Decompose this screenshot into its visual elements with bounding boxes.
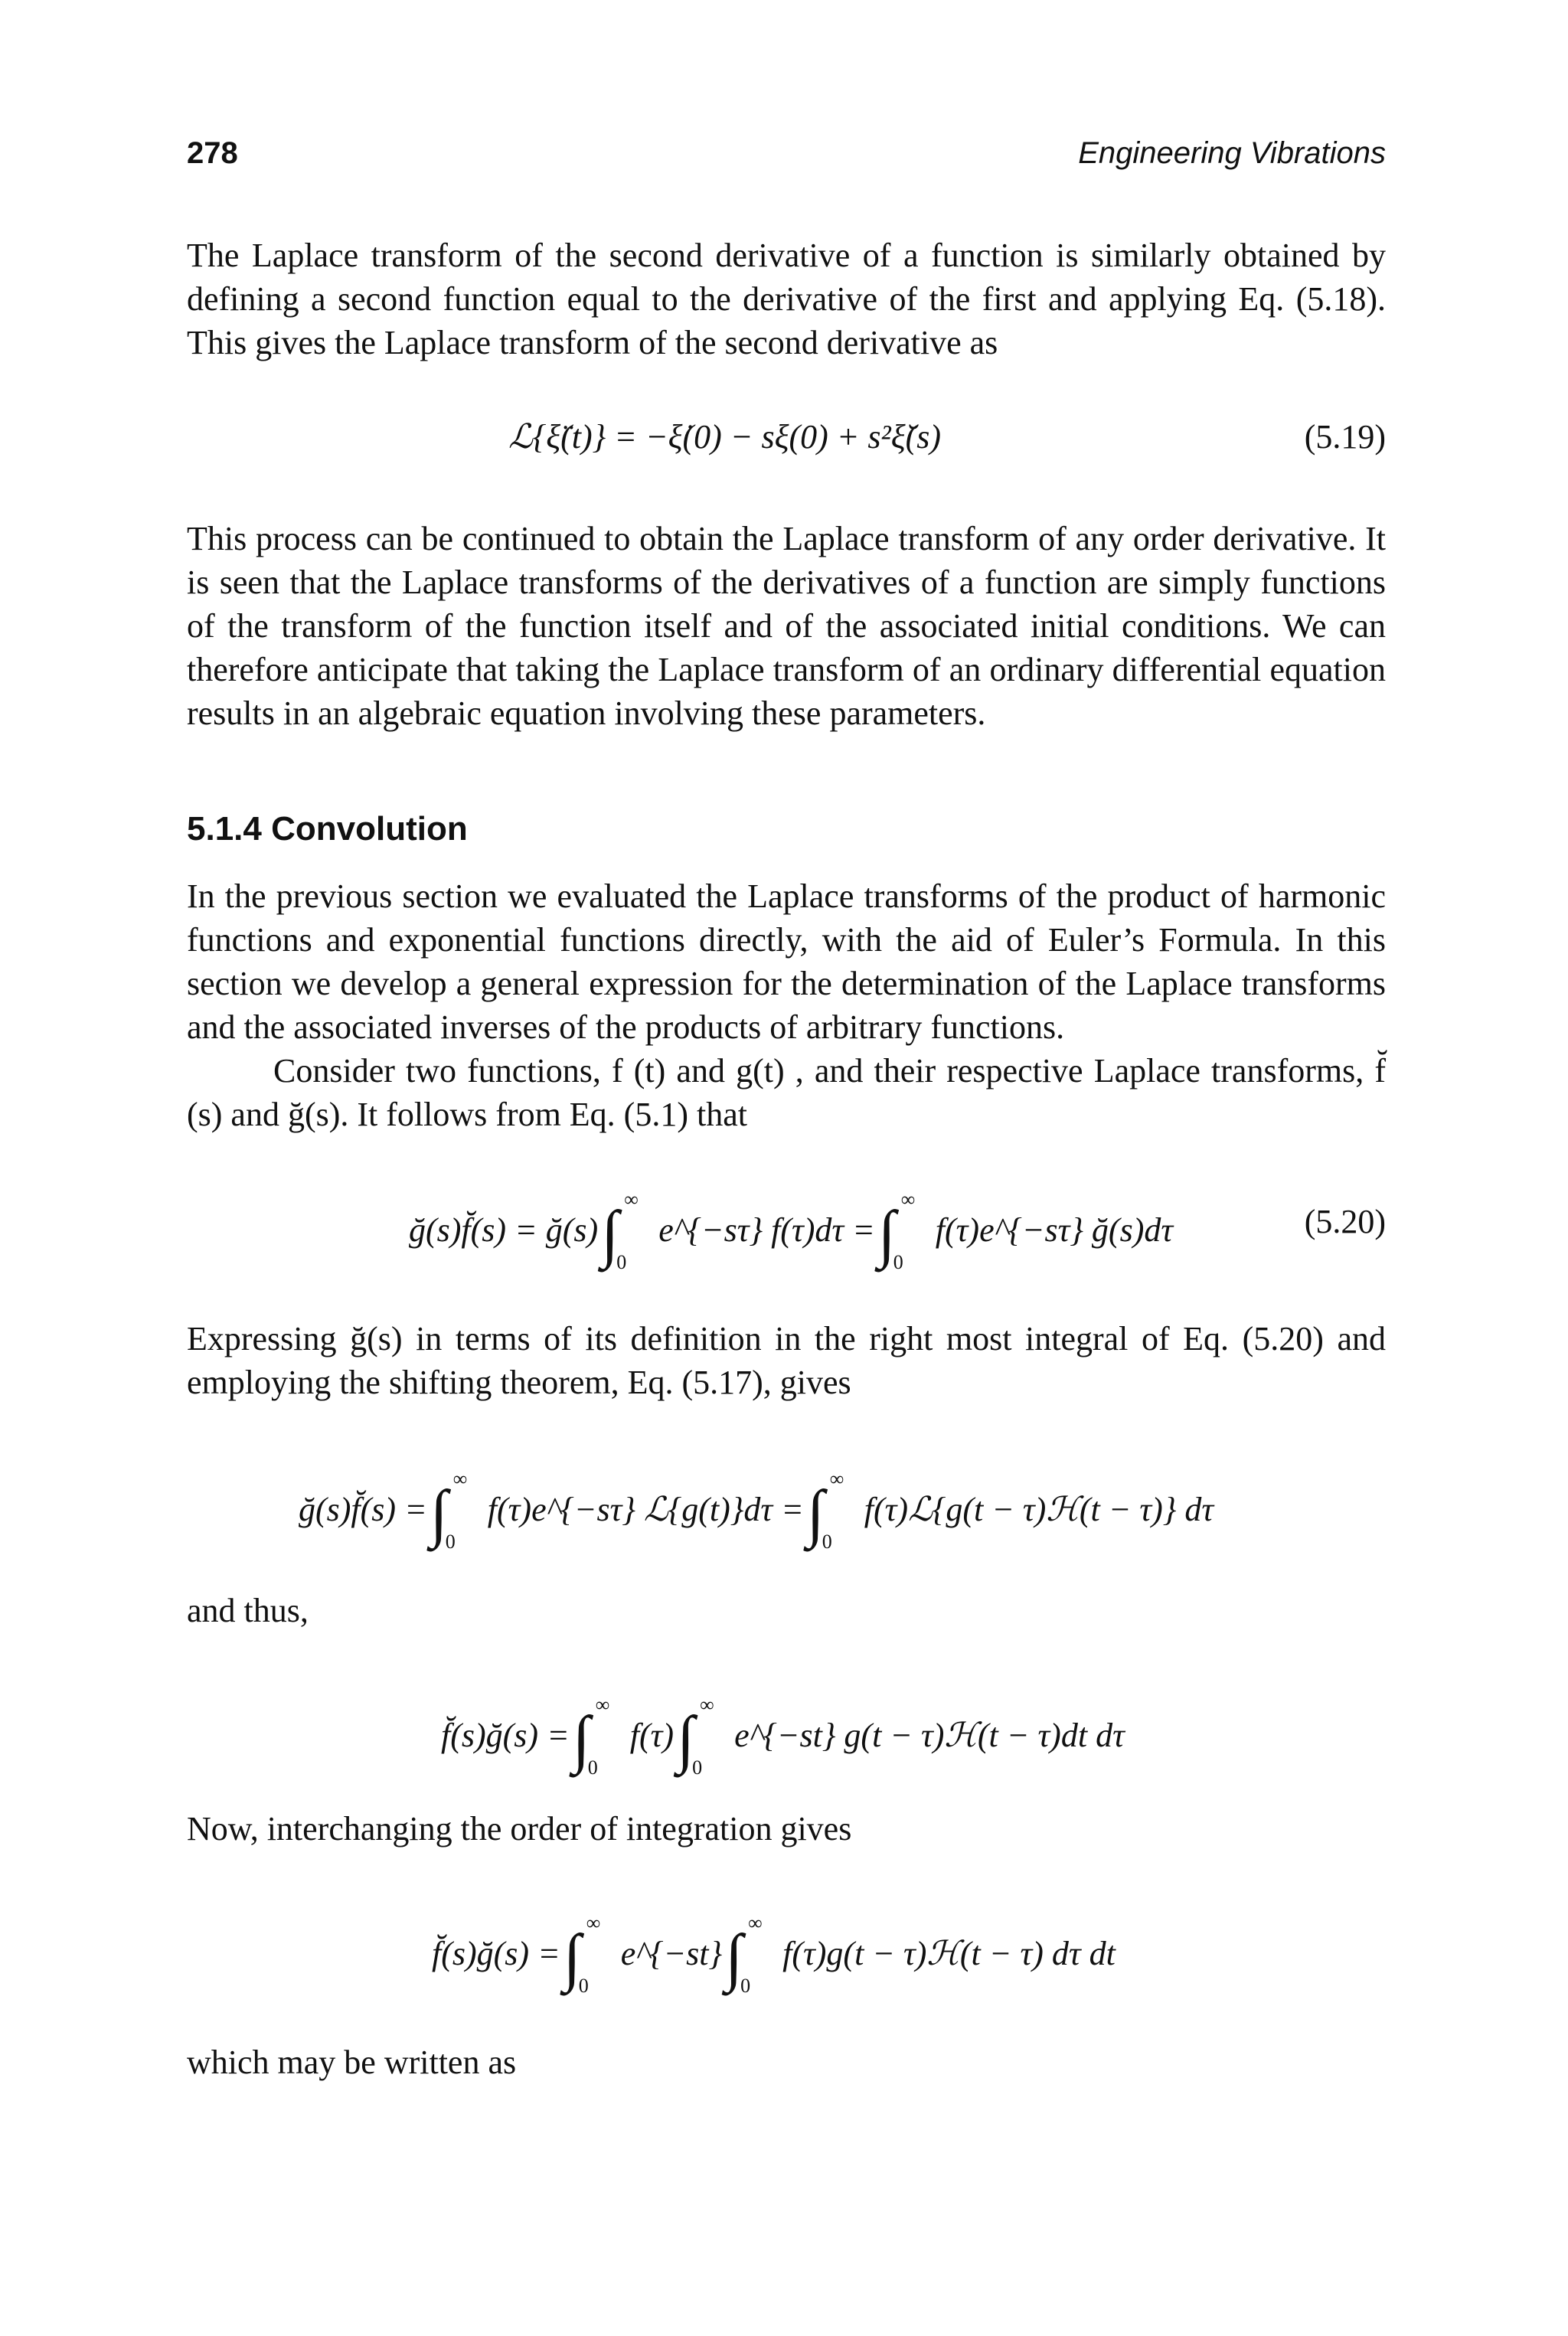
eq520-mid: e^{−sτ} f(τ)dτ =: [658, 1211, 875, 1249]
paragraph-higher-derivatives: This process can be continued to obtain the Laplace transform of any order derivative. It is seen that the Laplace transforms of the derivatives of a function are simply functions of the transform of the function itself and of the associated initial conditions. We can therefore anticipate that taking the Laplace transform of an ordinary differential equation results in an algebraic equation involving these parameters.: [187, 520, 1386, 732]
integral-sign: ∫ ∞ 0: [563, 1912, 601, 1997]
upper-limit: ∞: [900, 1188, 916, 1210]
upper-limit: ∞: [748, 1912, 763, 1934]
lower-limit: 0: [893, 1251, 903, 1273]
upper-limit: ∞: [624, 1188, 639, 1210]
lower-limit: 0: [445, 1531, 456, 1553]
eqB-mid: f(τ): [629, 1717, 675, 1754]
paragraph-and-thus: and thus,: [187, 1592, 309, 1629]
paragraph-written-as: which may be written as: [187, 2044, 517, 2081]
integral-sign: ∫ ∞ 0: [601, 1188, 639, 1273]
eqA-mid: f(τ)e^{−sτ} ℒ{g(t)}dτ =: [487, 1491, 804, 1528]
equation-double-integral: [187, 1677, 1386, 1779]
eqB-rhs: e^{−st} g(t − τ)ℋ(t − τ)dt dτ: [734, 1717, 1125, 1754]
eq520-lhs: ğ(s)f̆(s) = ğ(s): [409, 1211, 599, 1249]
equation-shifted: [187, 1451, 1386, 1553]
equation-number-5-19: (5.19): [1304, 418, 1386, 456]
equation-number-5-20: (5.20): [1304, 1203, 1386, 1240]
integral-sign: ∫ ∞ 0: [877, 1188, 916, 1273]
running-title: Engineering Vibrations: [1078, 136, 1386, 170]
page-number: 278: [187, 136, 238, 170]
upper-limit: ∞: [595, 1694, 610, 1716]
eqB-lhs: f̆(s)ğ(s) =: [441, 1717, 570, 1754]
upper-limit: ∞: [586, 1912, 601, 1934]
equation-5-20: [187, 1171, 1386, 1273]
equation-interchanged: [187, 1895, 1386, 1997]
eqA-lhs: ğ(s)f̆(s) =: [299, 1491, 427, 1528]
upper-limit: ∞: [700, 1694, 714, 1716]
paragraph-two-functions: Consider two functions, f (t) and g(t) , and their respective Laplace transforms, f̆ (s) and ğ(s). It follows from Eq. (5.1) that: [187, 1052, 1386, 1133]
paragraph-second-derivative: The Laplace transform of the second derivative of a function is similarly obtained by defining a second function equal to the derivative of the first and applying Eq. (5.18). This gives the Laplace transform of the second derivative as: [187, 237, 1386, 361]
paragraph-shifting-theorem: Expressing ğ(s) in terms of its definition in the right most integral of Eq. (5.20) and employing the shifting theorem, Eq. (5.17), gives: [187, 1320, 1386, 1401]
eq520-rhs: f(τ)e^{−sτ} ğ(s)dτ: [935, 1211, 1174, 1249]
eqC-lhs: f̆(s)ğ(s) =: [432, 1935, 560, 1972]
equation-5-20-body: [409, 1188, 1174, 1273]
eqA-rhs: f(τ)ℒ{g(t − τ)ℋ(t − τ)} dτ: [864, 1491, 1214, 1528]
upper-limit: ∞: [452, 1468, 468, 1490]
equation-shifted-body: [299, 1468, 1214, 1553]
equation-5-19-body: ℒ{ξ̈(t)} = −ξ̇(0) − sξ(0) + s²ξ̆(s): [508, 418, 942, 456]
integral-sign: ∫ ∞ 0: [677, 1694, 714, 1779]
eqC-rhs: f(τ)g(t − τ)ℋ(t − τ) dτ dt: [782, 1935, 1116, 1972]
integral-sign: ∫ ∞ 0: [572, 1694, 610, 1779]
running-header: [187, 136, 1386, 182]
integral-sign: ∫ ∞ 0: [725, 1912, 763, 1997]
lower-limit: 0: [822, 1531, 832, 1553]
lower-limit: 0: [740, 1975, 751, 1997]
upper-limit: ∞: [829, 1468, 844, 1490]
equation-5-19: [187, 402, 1386, 494]
lower-limit: 0: [578, 1975, 589, 1997]
integral-sign: ∫ ∞ 0: [430, 1468, 468, 1553]
equation-double-integral-body: [441, 1694, 1125, 1779]
lower-limit: 0: [587, 1756, 598, 1779]
equation-interchanged-body: [432, 1912, 1116, 1997]
lower-limit: 0: [692, 1756, 703, 1779]
integral-sign: ∫ ∞ 0: [806, 1468, 844, 1553]
eqC-mid: e^{−st}: [620, 1935, 723, 1972]
section-heading: 5.1.4 Convolution: [187, 810, 468, 848]
paragraph-convolution-intro: In the previous section we evaluated the Laplace transforms of the product of harmonic functions and exponential functions directly, with the aid of Euler’s Formula. In this section we develop a general expression for the determination of the Laplace transforms and the associated inverses of the products of arbitrary functions.: [187, 877, 1386, 1046]
lower-limit: 0: [616, 1251, 627, 1273]
paragraph-interchange: Now, interchanging the order of integration gives: [187, 1810, 852, 1848]
